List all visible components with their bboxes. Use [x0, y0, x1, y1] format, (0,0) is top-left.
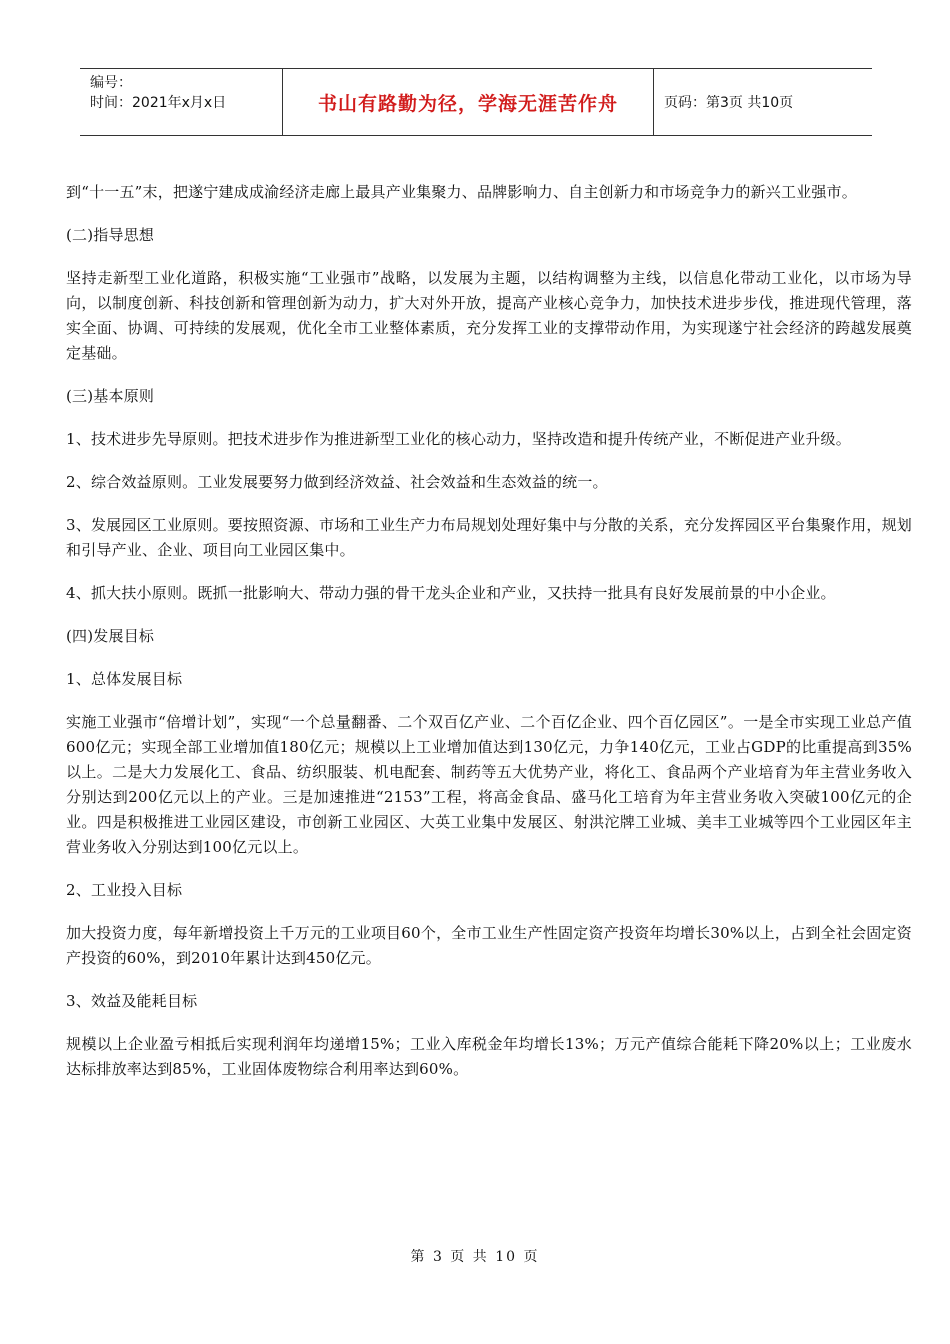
document-time-label: 时间：2021年x月x日 [90, 95, 227, 111]
subsection-heading: 2、工业投入目标 [66, 881, 183, 899]
section-heading: (二)指导思想 [66, 226, 155, 244]
body-paragraph: 实施工业强市“倍增计划”，实现“一个总量翻番、二个双百亿产业、二个百亿企业、四个百亿园区”。一是全市实现工业总产值600亿元；实现全部工业增加值180亿元；规模以上工业增加值达到130亿元，力争140亿元，工业占GDP的比重提高到35%以上。二是大力发展化工、食品、纺织服装、机电配套、制药等五大优势产业，将化工、食品两个产业培育为年主营业务收入分别达到200亿元以上的产业。三是加速推进“2153”工程，将高金食品、盛马化工培育为年主营业务收入突破100亿元的企业。四是积极推进工业园区建设，市创新工业园区、大英工业集中发展区、射洪沱牌工业城、美丰工业城等四个工业园区年主营业务收入分别达到100亿元以上。 [66, 713, 912, 856]
document-body [66, 180, 912, 1100]
subsection-heading: 3、效益及能耗目标 [66, 992, 198, 1010]
document-number-label: 编号： [90, 75, 132, 91]
body-paragraph: 坚持走新型工业化道路，积极实施“工业强市”战略，以发展为主题，以结构调整为主线，以信息化带动工业化，以市场为导向，以制度创新、科技创新和管理创新为动力，扩大对外开放，提高产业核心竞争力，加快技术进步步伐，推进现代管理，落实全面、协调、可持续的发展观，优化全市工业整体素质，充分发挥工业的支撑带动作用，为实现遂宁社会经济的跨越发展奠定基础。 [66, 269, 912, 362]
section-heading: (三)基本原则 [66, 387, 155, 405]
body-paragraph: 到“十一五”末，把遂宁建成成渝经济走廊上最具产业集聚力、品牌影响力、自主创新力和市场竞争力的新兴工业强市。 [66, 183, 857, 201]
header-motto: 书山有路勤为径，学海无涯苦作舟 [282, 69, 654, 135]
header-meta [80, 69, 282, 135]
subsection-heading: 1、总体发展目标 [66, 670, 183, 688]
body-paragraph: 3、发展园区工业原则。要按照资源、市场和工业生产力布局规划处理好集中与分散的关系，充分发挥园区平台集聚作用，规划和引导产业、企业、项目向工业园区集中。 [66, 516, 912, 559]
body-paragraph: 4、抓大扶小原则。既抓一批影响大、带动力强的骨干龙头企业和产业，又扶持一批具有良好发展前景的中小企业。 [66, 584, 836, 602]
section-heading: (四)发展目标 [66, 627, 155, 645]
document-header [80, 68, 872, 136]
body-paragraph: 2、综合效益原则。工业发展要努力做到经济效益、社会效益和生态效益的统一。 [66, 473, 608, 491]
header-page-info: 页码：第3页 共10页 [664, 95, 794, 111]
body-paragraph: 1、技术进步先导原则。把技术进步作为推进新型工业化的核心动力，坚持改造和提升传统产业，不断促进产业升级。 [66, 430, 851, 448]
page-footer: 第 3 页 共 10 页 [410, 1249, 540, 1265]
body-paragraph: 加大投资力度，每年新增投资上千万元的工业项目60个，全市工业生产性固定资产投资年均增长30%以上，占到全社会固定资产投资的60%，到2010年累计达到450亿元。 [66, 924, 912, 967]
body-paragraph: 规模以上企业盈亏相抵后实现利润年均递增15%；工业入库税金年均增长13%；万元产值综合能耗下降20%以上；工业废水达标排放率达到85%，工业固体废物综合利用率达到60%。 [66, 1035, 912, 1078]
